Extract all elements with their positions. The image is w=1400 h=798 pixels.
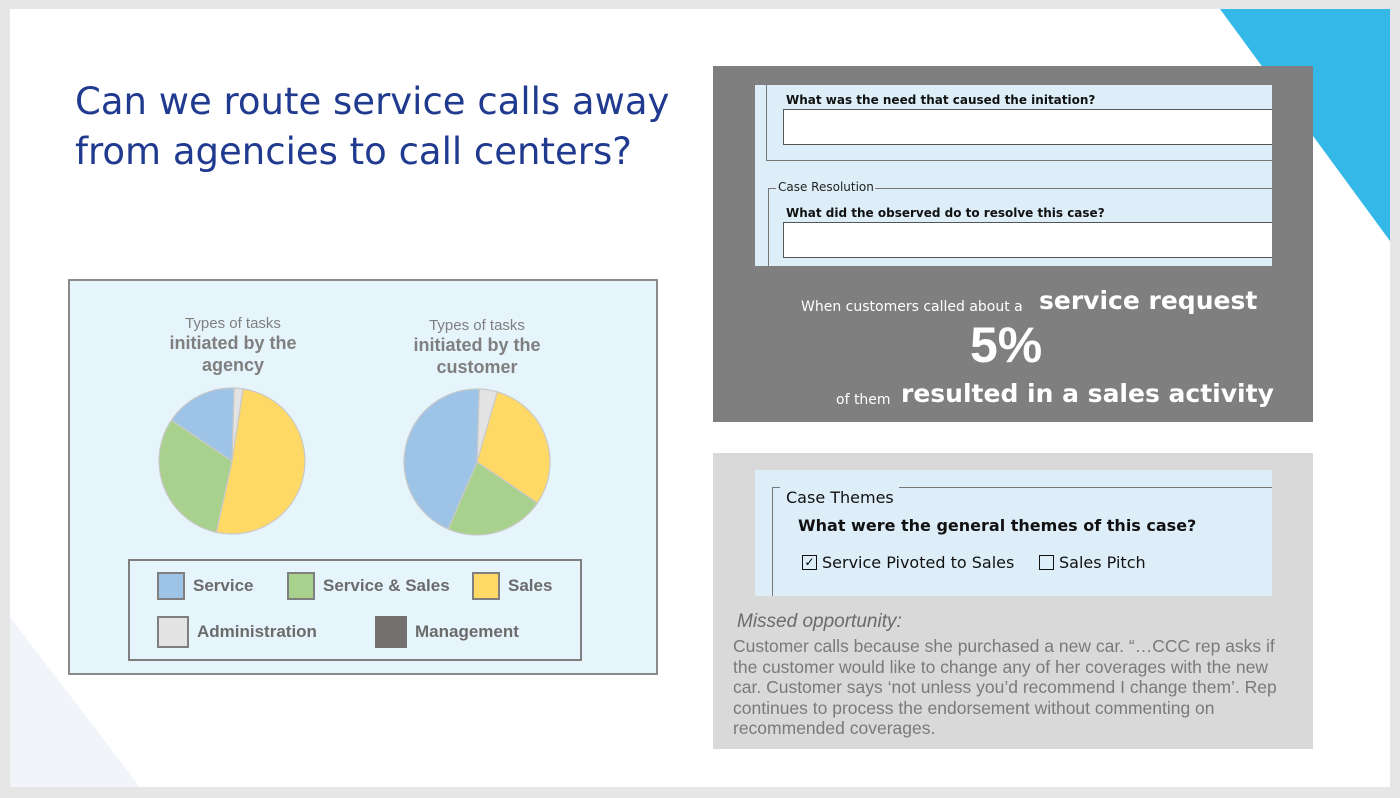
stat-suffix-small: of them xyxy=(836,392,891,408)
legend-swatch xyxy=(287,572,315,600)
legend-item-administration xyxy=(157,616,317,648)
legend-swatch xyxy=(157,616,189,648)
case-themes-panel xyxy=(713,453,1313,749)
slide-title: Can we route service calls away from agencies to call centers? xyxy=(75,80,670,173)
legend-swatch xyxy=(472,572,500,600)
pie-title-bold: initiated by the agency xyxy=(169,333,297,375)
missed-opportunity-title: Missed opportunity: xyxy=(737,611,902,632)
pie-subtitle: Types of tasks xyxy=(429,317,525,334)
option-service-pivoted[interactable] xyxy=(802,553,1014,572)
checkbox-checked-icon[interactable]: ✓ xyxy=(802,555,817,570)
resolve-answer-field[interactable] xyxy=(783,222,1272,258)
form-question-need: What was the need that caused the initation? xyxy=(786,93,1096,107)
case-resolution-legend: Case Resolution xyxy=(778,180,874,194)
legend-label: Sales xyxy=(508,576,553,595)
themes-screenshot xyxy=(755,470,1272,596)
form-question-resolve: What did the observed do to resolve this case? xyxy=(786,206,1105,220)
missed-opportunity-body: Customer calls because she purchased a new car. “…CCC rep asks if the customer would like to change any of her coverages with the new car. Customer says ‘not unless you’d recommend I change them’. Rep continues to process the endorsement without commenting on recommended coverages. xyxy=(733,636,1277,738)
form-screenshot xyxy=(755,85,1272,266)
checkbox-unchecked-icon[interactable] xyxy=(1039,555,1054,570)
stat-suffix-big: resulted in a sales activity xyxy=(901,379,1274,408)
legend xyxy=(128,559,582,661)
legend-label: Service xyxy=(193,576,254,595)
legend-item-service-sales xyxy=(287,572,450,600)
legend-item-service xyxy=(157,572,254,600)
legend-label: Administration xyxy=(197,622,317,641)
legend-swatch xyxy=(375,616,407,648)
legend-swatch xyxy=(157,572,185,600)
slide xyxy=(10,9,1390,787)
stat-prefix: When customers called about a xyxy=(801,299,1023,315)
stat-percent: 5% xyxy=(970,317,1043,373)
option-sales-pitch[interactable] xyxy=(1039,553,1146,572)
stat-highlight: service request xyxy=(1039,286,1258,315)
service-request-panel xyxy=(713,66,1313,422)
option-label: Service Pivoted to Sales xyxy=(822,553,1015,572)
legend-item-sales xyxy=(472,572,552,600)
need-answer-field[interactable] xyxy=(783,109,1272,145)
legend-label: Management xyxy=(415,622,519,641)
case-themes-legend: Case Themes xyxy=(786,488,894,507)
option-label: Sales Pitch xyxy=(1059,553,1146,572)
pie-subtitle: Types of tasks xyxy=(185,315,281,332)
pie-charts-panel xyxy=(68,279,658,675)
pie-title-bold: initiated by the customer xyxy=(413,335,541,377)
legend-label: Service & Sales xyxy=(323,576,450,595)
legend-item-management xyxy=(375,616,519,648)
themes-question: What were the general themes of this case? xyxy=(798,516,1197,535)
